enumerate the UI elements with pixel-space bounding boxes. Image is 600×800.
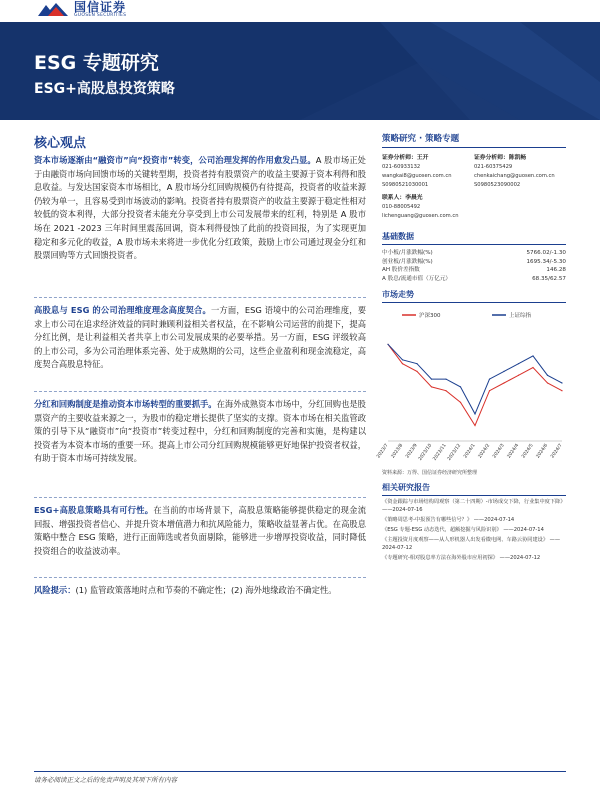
data-point <box>489 391 490 392</box>
x-tick-label: 2023/10 <box>418 443 434 463</box>
sidebar <box>376 132 566 564</box>
related-report-item[interactable]: 《专题研究-相对股息率方法在海外股市应用初探》 ——2024-07-12 <box>382 555 541 562</box>
basic-data-label: AH 股价差指数 <box>382 267 420 274</box>
analyst-name: 证券分析师：王开 <box>382 155 429 161</box>
analyst-cert: S0980523090002 <box>474 182 521 188</box>
basic-data-label: 创业板/月涨跌幅(%) <box>382 258 433 265</box>
basic-data-row <box>382 258 566 267</box>
analyst-email[interactable]: wangkai8@guosen.com.cn <box>382 173 452 179</box>
basic-data-title: 基础数据 <box>382 231 566 245</box>
data-point <box>431 379 432 380</box>
legend-label: 沪深300 <box>419 313 441 320</box>
logo-english-name: GUOSEN SECURITIES <box>74 13 127 19</box>
x-tick-label: 2024/5 <box>521 443 535 460</box>
basic-data-value: 68.35/62.57 <box>532 275 566 282</box>
data-point <box>489 379 490 380</box>
analyst-card <box>382 154 474 190</box>
data-point <box>561 391 562 392</box>
x-tick-label: 2023/8 <box>390 443 405 460</box>
related-report-item[interactable]: 《资金跟踪与市场结构周观察（第二十四期）-市场成交下降，行业集中度下降》 ——2024-07-16 <box>382 499 566 514</box>
data-point <box>474 425 475 426</box>
paragraph-2-body: 一方面，ESG 语境中的公司治理维度，要求上市公司在追求经济效益的同时兼顾利益相关者权益，在不影响公司运营的前提下，提高分红比例，是让利益相关者共享上市公司发展成果的必要举措。另一方面，ESG 评级较高的上市公司，多为公司治理体系完善、处于成熟期的公司，这些企业盈利和现金流稳定，高度契合高股息特征。 <box>34 305 367 370</box>
data-point <box>547 375 548 376</box>
related-report-item[interactable]: 《主题投资月度观察——从人形机器人出发看微电网、车路云协同建设》 ——2024-07-12 <box>382 537 561 552</box>
contact-name: 联系人：李晨光 <box>382 195 423 201</box>
x-tick-label: 2024/4 <box>506 443 521 460</box>
data-point <box>547 383 548 384</box>
x-tick-label: 2024/2 <box>477 443 492 460</box>
x-tick-label: 2024/1 <box>463 443 477 460</box>
basic-data-row <box>382 275 566 284</box>
basic-data-table <box>382 249 566 283</box>
basic-data-value: 146.28 <box>546 267 566 274</box>
paragraph-3 <box>34 398 366 466</box>
legend-label: 上证综指 <box>509 313 532 320</box>
paragraph-1 <box>34 154 366 263</box>
related-reports-title: 相关研究报告 <box>382 482 566 496</box>
basic-data-value: 5766.02/-1.30 <box>526 250 566 256</box>
data-point <box>445 391 446 392</box>
market-trend-chart <box>376 307 566 467</box>
x-tick-label: 2023/11 <box>432 443 448 463</box>
paragraph-2 <box>34 304 366 372</box>
x-tick-label: 2024/6 <box>535 443 550 460</box>
data-point <box>474 414 475 415</box>
data-point <box>532 356 533 357</box>
series-line-1 <box>388 345 562 415</box>
data-point <box>402 363 403 364</box>
data-point <box>503 371 504 372</box>
contact-phone: 010-88005492 <box>382 204 421 210</box>
contact-email[interactable]: lichenguang@guosen.com.cn <box>382 213 459 219</box>
analyst-phone: 021-60933132 <box>382 164 421 170</box>
data-point <box>416 363 417 364</box>
data-point <box>532 367 533 368</box>
divider <box>34 577 366 578</box>
x-tick-label: 2024/7 <box>550 443 564 460</box>
paragraph-1-lead: 资本市场逐渐由“融资市”向“投资市”转变，公司治理发挥的作用愈发凸显。 <box>34 155 316 165</box>
data-point <box>460 387 461 388</box>
logo-mark-icon <box>36 2 70 18</box>
divider <box>34 297 366 298</box>
x-tick-label: 2024/3 <box>492 443 506 460</box>
paragraph-3-body: 在海外成熟资本市场中，分红回购也是股票资产的主要收益来源之一，为股市的稳定增长提供了坚实的支撑。资本市场在相关监管政策的引导下从“融资市”向“投资市”转变过程中，分红和回购制度的完善和实施，是构建以投资者为本资本市场的重要一环。提高上市公司分红回购规模能够更好地保护投资者权益，有助于资本市场可持续发展。 <box>34 399 366 464</box>
data-point <box>503 383 504 384</box>
analyst-phone: 021-60375429 <box>474 164 513 170</box>
data-point <box>445 379 446 380</box>
paragraph-3-lead: 分红和回购制度是推动资本市场转型的重要抓手。 <box>34 399 217 409</box>
basic-data-label: 中小板/月涨跌幅(%) <box>382 250 433 256</box>
paragraph-4-body: 在当前的市场背景下，高股息策略能够提供稳定的现金流回报、增强投资者信心、并提升资本增值潜力和抗风险能力，策略收益显著占优。在高股息策略中整合 ESG 策略，进行正面筛选或者负面剔除，能够进一步增厚投资收益，同时降低投资组合的收益波动率。 <box>34 505 366 556</box>
paragraph-1-body: A 股市场正处于由融资市场向回馈市场的关键转型期，投资者持有股票资产的收益主要源于资本利得和股息收益。与发达国家资本市场相比，A 股市场分红回购规模仍有待提高，投资者的收益来源仍较为单一，且容易受到市场波动的影响。投资者持有股票资产的收益主要源于稳定性相对较低的资本利得，大部分投资者未能充分享受到上市公司发展带来的红利，特别是 A 股市场在 2021 -2023 三年时间里震荡回调，资本利得侵蚀了此前的投资回报，为了实现更加稳定和多元化的收益，A 股市场未来将进一步优化分红政策，鼓励上市公司通过现金分红和股票回购等方式回馈投资者。 <box>34 155 366 261</box>
risk-warning-body: (1) 监管政策落地时点和节奏的不确定性；(2) 海外地缘政治不确定性。 <box>75 585 337 595</box>
data-point <box>518 363 519 364</box>
paragraph-2-lead: 高股息与 ESG 的公司治理维度理念高度契合。 <box>34 305 211 315</box>
basic-data-row <box>382 266 566 275</box>
x-tick-label: 2023/7 <box>376 443 390 460</box>
data-point <box>561 383 562 384</box>
basic-data-value: 1695.34/-5.30 <box>526 258 566 265</box>
analyst-card <box>474 154 566 190</box>
basic-data-label: A 股总/流通市值（万亿元） <box>382 275 452 282</box>
data-point <box>460 402 461 403</box>
basic-data-row <box>382 249 566 258</box>
analyst-email[interactable]: chenkaichang@guosen.com.cn <box>474 173 555 179</box>
chart-source: 资料来源：万得、国信证券经济研究所整理 <box>382 470 478 477</box>
contact-card <box>382 194 566 221</box>
data-point <box>402 360 403 361</box>
divider <box>34 497 366 498</box>
header-banner <box>0 22 600 120</box>
section-title: 核心观点 <box>34 136 87 151</box>
analyst-cert: S0980521030001 <box>382 182 429 188</box>
report-title: ESG 专题研究 <box>34 52 159 74</box>
data-point <box>416 371 417 372</box>
footer-disclaimer: 请务必阅读正文之后的免责声明及其项下所有内容 <box>34 771 566 784</box>
paragraph-4-lead: ESG+高股息策略具有可行性。 <box>34 505 154 515</box>
top-bar <box>0 0 600 22</box>
brand-logo <box>36 0 126 20</box>
analyst-name: 证券分析师：陈凯畅 <box>474 155 527 161</box>
related-report-item[interactable]: 《ESG 专题-ESG 动态迭代，超额挖掘与风险识别》 ——2024-07-14 <box>382 527 544 534</box>
data-point <box>518 375 519 376</box>
paragraph-5 <box>34 584 366 598</box>
divider <box>34 391 366 392</box>
chart-title: 市场走势 <box>382 289 566 303</box>
logo-name: 国信证券 <box>74 0 127 15</box>
related-reports-list <box>382 498 566 562</box>
related-report-item[interactable]: 《策略周思考-中报预告有哪些信号？》 ——2024-07-14 <box>382 517 515 524</box>
data-point <box>387 344 388 345</box>
analyst-list <box>382 154 566 190</box>
paragraph-4 <box>34 504 366 558</box>
risk-warning-label: 风险提示： <box>34 585 76 595</box>
main-content <box>34 132 367 595</box>
report-category: 策略研究 · 策略专题 <box>382 132 566 148</box>
x-tick-label: 2023/9 <box>405 443 419 460</box>
report-subtitle: ESG+高股息投资策略 <box>34 81 175 97</box>
data-point <box>431 387 432 388</box>
market-trend-chart-svg <box>376 307 566 467</box>
x-tick-label: 2023/12 <box>447 443 463 463</box>
